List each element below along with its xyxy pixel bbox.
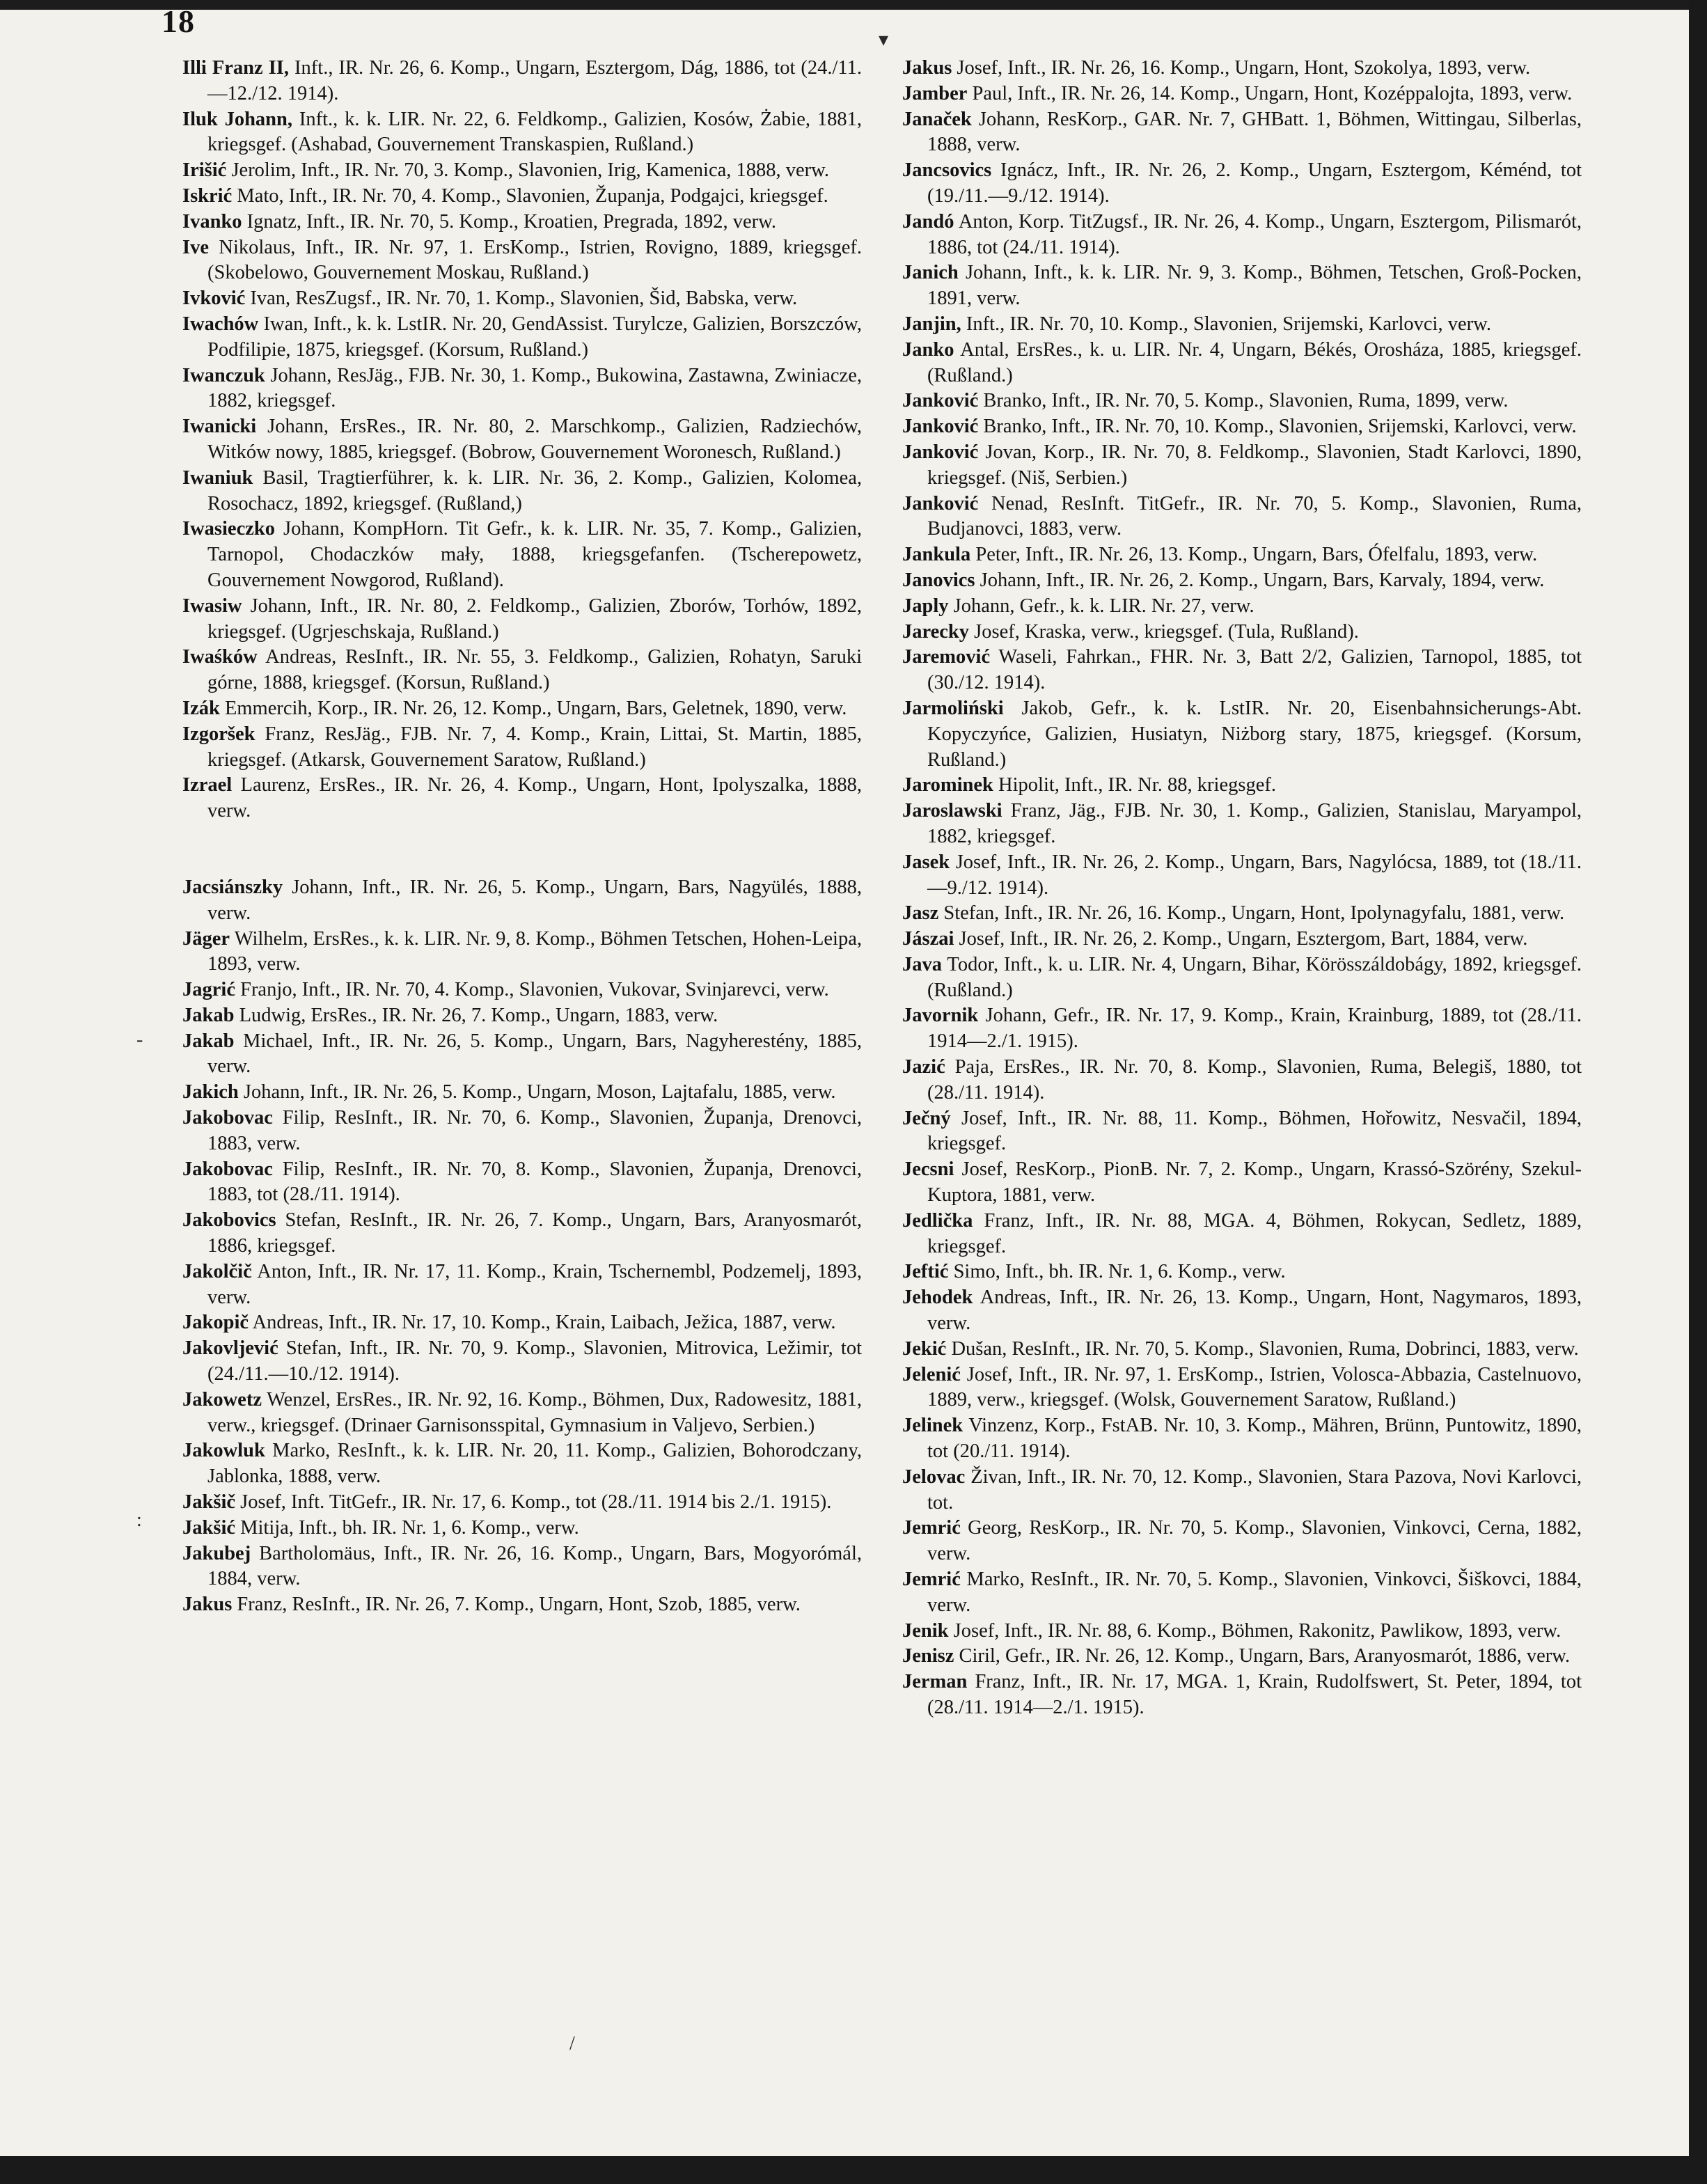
entry-details: Franz, Jäg., FJB. Nr. 30, 1. Komp., Galizien, Stanislau, Maryampol, 1882, kriegsgef. — [927, 800, 1582, 847]
entry-surname: Jandó — [902, 210, 954, 233]
list-item — [182, 235, 862, 287]
entry-details: Johann, Gefr., k. k. LIR. Nr. 27, verw. — [948, 595, 1254, 617]
scan-mark: - — [136, 1029, 143, 1051]
entry-surname: Jancsovics — [902, 159, 992, 182]
list-item — [182, 1080, 862, 1106]
entry-details: Josef, Inft., IR. Nr. 26, 2. Komp., Ungarn, Bars, Nagylócsa, 1889, tot (18./11.—9./12. 1914). — [927, 851, 1582, 899]
list-item — [902, 594, 1582, 620]
list-item — [182, 1208, 862, 1259]
entry-details: Johann, Inft., IR. Nr. 26, 2. Komp., Ungarn, Bars, Karvaly, 1894, verw. — [975, 569, 1545, 591]
entry-details: Peter, Inft., IR. Nr. 26, 13. Komp., Ungarn, Bars, Ófelfalu, 1893, verw. — [970, 544, 1538, 566]
entry-surname: Jaremović — [902, 646, 991, 668]
entry-surname: Jakus — [182, 1594, 233, 1616]
entry-surname: Jelenić — [902, 1363, 961, 1385]
list-item — [182, 363, 862, 415]
entry-surname: Jarmoliński — [902, 697, 1004, 719]
entry-surname: Jekić — [902, 1337, 947, 1360]
entry-details: Marko, ResInft., IR. Nr. 70, 5. Komp., Slavonien, Vinkovci, Šiškovci, 1884, verw. — [927, 1569, 1582, 1616]
entry-details: Stefan, Inft., IR. Nr. 70, 9. Komp., Slavonien, Mitrovica, Ležimir, tot (24./11.—10./12. 1914). — [207, 1337, 862, 1385]
entry-surname: Ive — [182, 236, 209, 258]
list-item — [182, 466, 862, 517]
entry-details: Vinzenz, Korp., FstAB. Nr. 10, 3. Komp., Mähren, Brünn, Puntowitz, 1890, tot (20./11. 1914). — [927, 1415, 1582, 1463]
entry-details: Filip, ResInft., IR. Nr. 70, 6. Komp., Slavonien, Županja, Drenovci, 1883, verw. — [207, 1107, 862, 1154]
list-item — [182, 312, 862, 363]
scan-border-bottom — [0, 2156, 1707, 2184]
list-item — [182, 107, 862, 159]
list-item — [902, 1106, 1582, 1158]
entry-details: Nenad, ResInft. TitGefr., IR. Nr. 70, 5. Komp., Slavonien, Ruma, Budjanovci, 1883, verw. — [927, 492, 1582, 540]
entry-details: Bartholomäus, Inft., IR. Nr. 26, 16. Komp., Ungarn, Bars, Mogyorómál, 1884, verw. — [207, 1542, 862, 1590]
entry-surname: Javornik — [902, 1005, 979, 1027]
list-item — [902, 414, 1582, 440]
list-item — [182, 696, 862, 722]
list-item — [182, 56, 862, 107]
list-item — [902, 56, 1582, 81]
list-item — [182, 1336, 862, 1388]
entry-surname: Izrael — [182, 774, 233, 796]
entry-surname: Jenisz — [902, 1645, 954, 1667]
list-item — [902, 1644, 1582, 1670]
entry-surname: Illi Franz II, — [182, 57, 290, 79]
entry-surname: Jakšič — [182, 1491, 236, 1514]
list-item — [182, 773, 862, 824]
entry-surname: Izgoršek — [182, 723, 255, 745]
entry-details: Inft., IR. Nr. 26, 6. Komp., Ungarn, Esztergom, Dág, 1886, tot (24./11.—12./12. 1914). — [207, 57, 862, 104]
entry-surname: Jagrić — [182, 979, 235, 1001]
entries-section-j-continued — [902, 56, 1582, 1721]
list-item — [902, 1003, 1582, 1055]
entry-surname: Iluk Johann, — [182, 108, 293, 130]
list-item — [182, 1592, 862, 1618]
entry-surname: Iwanczuk — [182, 364, 265, 386]
entry-surname: Iwaniuk — [182, 466, 253, 489]
entry-details: Johann, KompHorn. Tit Gefr., k. k. LIR. Nr. 35, 7. Komp., Galizien, Tarnopol, Chodaczków mały, 1888, kriegsgefanfen. (Tscherepowetz, Gouvernement Nowgorod, Rußland). — [207, 518, 862, 591]
entry-details: Georg, ResKorp., IR. Nr. 70, 5. Komp., Slavonien, Vinkovci, Cerna, 1882, verw. — [927, 1517, 1582, 1565]
entry-surname: Jeftić — [902, 1261, 949, 1283]
entry-surname: Jakab — [182, 1030, 235, 1052]
entry-surname: Janjin, — [902, 313, 961, 335]
entry-details: Mato, Inft., IR. Nr. 70, 4. Komp., Slavonien, Županja, Podgajci, kriegsgef. — [232, 184, 828, 207]
entry-details: Ignatz, Inft., IR. Nr. 70, 5. Komp., Kroatien, Pregrada, 1892, verw. — [242, 210, 777, 233]
entry-surname: Jemrić — [902, 1569, 961, 1591]
list-item — [902, 312, 1582, 338]
entry-surname: Jankula — [902, 544, 971, 566]
entry-surname: Janko — [902, 338, 954, 361]
entry-surname: Jerman — [902, 1671, 968, 1693]
list-item — [902, 850, 1582, 902]
entry-details: Josef, Inft., IR. Nr. 88, 11. Komp., Böhmen, Hořowitz, Nesvačil, 1894, kriegsgef. — [927, 1107, 1582, 1155]
entry-surname: Jehodek — [902, 1287, 973, 1309]
scan-border-right — [1689, 0, 1707, 2184]
list-item — [182, 1259, 862, 1311]
entry-surname: Jakobovac — [182, 1107, 273, 1129]
list-item — [902, 1465, 1582, 1516]
entry-details: Franz, Inft., IR. Nr. 88, MGA. 4, Böhmen, Rokycan, Sedletz, 1889, kriegsgef. — [927, 1209, 1582, 1257]
entry-surname: Jakobovac — [182, 1158, 273, 1180]
entry-details: Josef, Kraska, verw., kriegsgef. (Tula, Rußland). — [969, 620, 1359, 643]
entry-details: Wilhelm, ErsRes., k. k. LIR. Nr. 9, 8. Komp., Böhmen Tetschen, Hohen-Leipa, 1893, verw. — [207, 927, 862, 975]
entry-surname: Izák — [182, 697, 220, 719]
left-column — [182, 56, 862, 1618]
entry-details: Johann, ResJäg., FJB. Nr. 30, 1. Komp., Bukowina, Zastawna, Zwiniacze, 1882, kriegsgef. — [207, 364, 862, 412]
list-item — [902, 1670, 1582, 1721]
entry-details: Josef, Inft., IR. Nr. 88, 6. Komp., Böhmen, Rakonitz, Pawlikow, 1893, verw. — [948, 1619, 1562, 1642]
scan-border-top — [0, 0, 1707, 10]
entry-surname: Jelovac — [902, 1466, 966, 1488]
entry-surname: Iwasieczko — [182, 518, 275, 540]
entry-surname: Jakab — [182, 1004, 235, 1026]
list-item — [902, 440, 1582, 492]
entry-surname: Jaroslawski — [902, 800, 1002, 822]
entry-surname: Jakus — [902, 57, 952, 79]
entry-surname: Jarominek — [902, 774, 993, 796]
entry-surname: Jazić — [902, 1056, 945, 1078]
entry-details: Laurenz, ErsRes., IR. Nr. 26, 4. Komp., Ungarn, Hont, Ipolyszalka, 1888, verw. — [207, 774, 862, 822]
entry-surname: Iwaśków — [182, 646, 258, 668]
entry-details: Johann, ResKorp., GAR. Nr. 7, GHBatt. 1, Böhmen, Wittingau, Silberlas, 1888, verw. — [927, 108, 1582, 156]
list-item — [902, 1413, 1582, 1465]
entry-details: Johann, Inft., k. k. LIR. Nr. 9, 3. Komp., Böhmen, Tetschen, Groß-Pocken, 1891, verw. — [927, 262, 1582, 310]
entry-surname: Janich — [902, 262, 959, 284]
list-item — [902, 338, 1582, 389]
entry-details: Filip, ResInft., IR. Nr. 70, 8. Komp., Slavonien, Županja, Drenovci, 1883, tot (28./11. 1914). — [207, 1158, 862, 1206]
entry-details: Nikolaus, Inft., IR. Nr. 97, 1. ErsKomp., Istrien, Rovigno, 1889, kriegsgef. (Skobelowo, Gouvernement Moskau, Rußland.) — [207, 236, 862, 284]
entry-details: Johann, Gefr., IR. Nr. 17, 9. Komp., Krain, Krainburg, 1889, tot (28./11. 1914—2./1. 1915). — [927, 1005, 1582, 1053]
list-item — [902, 1516, 1582, 1567]
list-item — [182, 1388, 862, 1439]
list-item — [902, 901, 1582, 927]
entry-surname: Iwachów — [182, 313, 259, 335]
page-number: 18 — [162, 3, 195, 39]
scan-mark: ▾ — [879, 29, 889, 51]
list-item — [902, 1157, 1582, 1209]
entry-details: Živan, Inft., IR. Nr. 70, 12. Komp., Slavonien, Stara Pazova, Novi Karlovci, tot. — [927, 1466, 1582, 1514]
entry-details: Jerolim, Inft., IR. Nr. 70, 3. Komp., Slavonien, Irig, Kamenica, 1888, verw. — [226, 159, 829, 182]
entry-details: Anton, Inft., IR. Nr. 17, 11. Komp., Krain, Tschernembl, Podzemelj, 1893, verw. — [207, 1260, 862, 1308]
entry-details: Antal, ErsRes., k. u. LIR. Nr. 4, Ungarn, Békés, Orosháza, 1885, kriegsgef. (Rußland.) — [927, 338, 1582, 386]
list-item — [902, 1055, 1582, 1106]
entry-details: Ludwig, ErsRes., IR. Nr. 26, 7. Komp., Ungarn, 1883, verw. — [234, 1004, 718, 1026]
list-item — [902, 799, 1582, 850]
list-item — [182, 158, 862, 184]
list-item — [182, 1029, 862, 1081]
list-item — [182, 594, 862, 645]
list-item — [902, 927, 1582, 952]
entries-section-j — [182, 875, 862, 1618]
entry-surname: Jacsiánszky — [182, 876, 283, 898]
list-item — [902, 542, 1582, 568]
list-item — [902, 1209, 1582, 1260]
entry-details: Stefan, ResInft., IR. Nr. 26, 7. Komp., Ungarn, Bars, Aranyosmarót, 1886, kriegsgef. — [207, 1209, 862, 1257]
list-item — [182, 1516, 862, 1541]
entry-surname: Jäger — [182, 927, 230, 950]
entry-details: Johann, Inft., IR. Nr. 80, 2. Feldkomp., Galizien, Zborów, Torhów, 1892, kriegsgef. (Ugrjeschskaja, Rußland.) — [207, 595, 862, 643]
entry-details: Iwan, Inft., k. k. LstIR. Nr. 20, GendAssist. Turylcze, Galizien, Borszczów, Podfilipie, 1875, kriegsgef. (Korsum, Rußland.) — [207, 313, 862, 361]
list-item — [902, 1259, 1582, 1285]
entry-details: Ignácz, Inft., IR. Nr. 26, 2. Komp., Ungarn, Esztergom, Kéménd, tot (19./11.—9./12. 1914). — [927, 159, 1582, 207]
section-gap — [182, 824, 862, 875]
entry-surname: Janković — [902, 441, 979, 463]
list-item — [902, 210, 1582, 261]
list-item — [902, 107, 1582, 159]
entry-details: Andreas, Inft., IR. Nr. 17, 10. Komp., Krain, Laibach, Ježica, 1887, verw. — [249, 1312, 836, 1334]
entry-surname: Jakich — [182, 1081, 239, 1103]
entry-details: Johann, Inft., IR. Nr. 26, 5. Komp., Ungarn, Bars, Nagyülés, 1888, verw. — [207, 876, 862, 924]
entry-details: Dušan, ResInft., IR. Nr. 70, 5. Komp., Slavonien, Ruma, Dobrinci, 1883, verw. — [946, 1337, 1579, 1360]
entry-details: Josef, Inft. TitGefr., IR. Nr. 17, 6. Komp., tot (28./11. 1914 bis 2./1. 1915). — [235, 1491, 832, 1514]
entry-surname: Janković — [902, 416, 979, 438]
list-item — [182, 517, 862, 593]
entry-details: Simo, Inft., bh. IR. Nr. 1, 6. Komp., verw. — [948, 1261, 1286, 1283]
entry-details: Andreas, ResInft., IR. Nr. 55, 3. Feldkomp., Galizien, Rohatyn, Saruki górne, 1888, kriegsgef. (Korsun, Rußland.) — [207, 646, 862, 694]
entry-surname: Iwasiw — [182, 595, 242, 617]
entry-details: Branko, Inft., IR. Nr. 70, 10. Komp., Slavonien, Srijemski, Karlovci, verw. — [978, 416, 1577, 438]
list-item — [902, 696, 1582, 773]
entry-details: Franjo, Inft., IR. Nr. 70, 4. Komp., Slavonien, Vukovar, Svinjarevci, verw. — [235, 979, 829, 1001]
list-item — [182, 1490, 862, 1516]
entry-surname: Irišić — [182, 159, 227, 182]
entry-surname: Jakšić — [182, 1516, 236, 1539]
entry-surname: Jakovljević — [182, 1337, 278, 1360]
list-item — [182, 184, 862, 210]
entry-details: Basil, Tragtierführer, k. k. LIR. Nr. 36, 2. Komp., Galizien, Kolomea, Rosochacz, 1892, kriegsgef. (Rußland,) — [207, 466, 862, 514]
entry-details: Inft., IR. Nr. 70, 10. Komp., Slavonien, Srijemski, Karlovci, verw. — [961, 313, 1491, 335]
list-item — [902, 1567, 1582, 1619]
list-item — [902, 492, 1582, 543]
list-item — [182, 414, 862, 466]
entry-details: Ciril, Gefr., IR. Nr. 26, 12. Komp., Ungarn, Bars, Aranyosmarót, 1886, verw. — [954, 1645, 1571, 1667]
entry-details: Stefan, Inft., IR. Nr. 26, 16. Komp., Ungarn, Hont, Ipolynagyfalu, 1881, verw. — [938, 902, 1565, 925]
entry-details: Andreas, Inft., IR. Nr. 26, 13. Komp., Ungarn, Hont, Nagymaros, 1893, verw. — [927, 1287, 1582, 1335]
list-item — [902, 81, 1582, 107]
entry-details: Jakob, Gefr., k. k. LstIR. Nr. 20, Eisenbahnsicherungs-Abt. Kopyczyńce, Galizien, Husiatyn, Niżborg stary, 1875, kriegsgef. (Korsum, Rußland.) — [927, 697, 1582, 771]
list-item — [902, 773, 1582, 799]
list-item — [182, 1106, 862, 1157]
list-item — [182, 1310, 862, 1336]
entry-details: Franz, Inft., IR. Nr. 17, MGA. 1, Krain, Rudolfswert, St. Peter, 1894, tot (28./11. 1914—2./1. 1915). — [927, 1671, 1582, 1718]
scan-mark: : — [136, 1509, 142, 1531]
entry-surname: Jecsni — [902, 1158, 954, 1181]
list-item — [902, 620, 1582, 645]
entry-details: Branko, Inft., IR. Nr. 70, 5. Komp., Slavonien, Ruma, 1899, verw. — [978, 390, 1509, 412]
entry-details: Franz, ResInft., IR. Nr. 26, 7. Komp., Ungarn, Hont, Szob, 1885, verw. — [232, 1594, 801, 1616]
entry-details: Josef, Inft., IR. Nr. 26, 2. Komp., Ungarn, Esztergom, Bart, 1884, verw. — [954, 928, 1528, 950]
list-item — [902, 158, 1582, 210]
entry-details: Paul, Inft., IR. Nr. 26, 14. Komp., Ungarn, Hont, Kozéppalojta, 1893, verw. — [967, 82, 1573, 104]
entry-details: Emmercih, Korp., IR. Nr. 26, 12. Komp., Ungarn, Bars, Geletnek, 1890, verw. — [219, 697, 847, 719]
entry-surname: Iwanicki — [182, 416, 257, 438]
entry-details: Ivan, ResZugsf., IR. Nr. 70, 1. Komp., Slavonien, Šid, Babska, verw. — [245, 288, 798, 310]
entry-surname: Janaček — [902, 108, 972, 130]
entry-details: Marko, ResInft., k. k. LIR. Nr. 20, 11. Komp., Galizien, Bohorodczany, Jablonka, 1888, verw. — [207, 1440, 862, 1488]
list-item — [182, 1541, 862, 1593]
entry-surname: Jakopič — [182, 1312, 249, 1334]
entry-surname: Janovics — [902, 569, 975, 591]
entry-surname: Jakowluk — [182, 1440, 265, 1462]
entry-surname: Jakolčič — [182, 1260, 252, 1282]
list-item — [182, 210, 862, 235]
entries-section-i — [182, 56, 862, 824]
entry-surname: Ivković — [182, 288, 246, 310]
entry-details: Waseli, Fahrkan., FHR. Nr. 3, Batt 2/2, Galizien, Tarnopol, 1885, tot (30./12. 1914). — [927, 646, 1582, 694]
entry-details: Jovan, Korp., IR. Nr. 70, 8. Feldkomp., Slavonien, Stadt Karlovci, 1890, kriegsgef. (Niš, Serbien.) — [927, 441, 1582, 489]
entry-surname: Jasz — [902, 902, 939, 925]
list-item — [182, 645, 862, 696]
list-item — [902, 952, 1582, 1004]
entry-surname: Jakowetz — [182, 1388, 262, 1411]
list-item — [902, 260, 1582, 312]
entry-surname: Janković — [902, 390, 979, 412]
entry-surname: Jelinek — [902, 1415, 963, 1437]
entry-details: Hipolit, Inft., IR. Nr. 88, kriegsgef. — [993, 774, 1276, 796]
entry-details: Johann, Inft., IR. Nr. 26, 5. Komp., Ungarn, Moson, Lajtafalu, 1885, verw. — [238, 1081, 836, 1103]
entry-surname: Jakubej — [182, 1542, 251, 1564]
list-item — [182, 722, 862, 773]
entry-surname: Ječný — [902, 1107, 951, 1129]
entry-surname: Jarecky — [902, 620, 970, 643]
list-item — [902, 1619, 1582, 1644]
entry-details: Josef, ResKorp., PionB. Nr. 7, 2. Komp., Ungarn, Krassó-Szörény, Szekul-Kuptora, 1881, verw. — [927, 1158, 1582, 1207]
entry-surname: Jedlička — [902, 1209, 973, 1232]
entry-details: Mitija, Inft., bh. IR. Nr. 1, 6. Komp., verw. — [235, 1516, 579, 1539]
entry-surname: Jemrić — [902, 1517, 961, 1539]
entry-details: Paja, ErsRes., IR. Nr. 70, 8. Komp., Slavonien, Ruma, Belegiš, 1880, tot (28./11. 1914). — [927, 1056, 1582, 1103]
entry-details: Anton, Korp. TitZugsf., IR. Nr. 26, 4. Komp., Ungarn, Esztergom, Pilismarót, 1886, tot (24./11. 1914). — [927, 210, 1582, 258]
entry-details: Josef, Inft., IR. Nr. 26, 16. Komp., Ungarn, Hont, Szokolya, 1893, verw. — [952, 57, 1531, 79]
entry-surname: Iskrić — [182, 184, 233, 207]
list-item — [902, 645, 1582, 696]
entry-details: Inft., k. k. LIR. Nr. 22, 6. Feldkomp., Galizien, Kosów, Żabie, 1881, kriegsgef. (Ashabad, Gouvernement Transkaspien, Rußland.) — [207, 108, 862, 156]
list-item — [902, 1362, 1582, 1414]
entry-details: Johann, ErsRes., IR. Nr. 80, 2. Marschkomp., Galizien, Radziechów, Witków nowy, 1885, kriegsgef. (Bobrow, Gouvernement Woronesch, Rußland.) — [207, 416, 862, 463]
list-item — [902, 388, 1582, 414]
list-item — [902, 1337, 1582, 1362]
list-item — [182, 875, 862, 927]
entry-surname: Jakobovics — [182, 1209, 276, 1232]
list-item — [182, 1003, 862, 1029]
entry-surname: Ivanko — [182, 210, 242, 233]
entry-details: Todor, Inft., k. u. LIR. Nr. 4, Ungarn, Bihar, Körösszáldobágy, 1892, kriegsgef. (Rußland.) — [927, 953, 1582, 1001]
list-item — [902, 1285, 1582, 1337]
entry-details: Michael, Inft., IR. Nr. 26, 5. Komp., Ungarn, Bars, Nagyherestény, 1885, verw. — [207, 1030, 862, 1078]
entry-details: Josef, Inft., IR. Nr. 97, 1. ErsKomp., Istrien, Volosca-Abbazia, Castelnuovo, 1889, verw., kriegsgef. (Wolsk, Gouvernement Saratow, Rußland.) — [927, 1363, 1582, 1411]
list-item — [182, 1438, 862, 1490]
entry-details: Wenzel, ErsRes., IR. Nr. 92, 16. Komp., Böhmen, Dux, Radowesitz, 1881, verw., kriegsgef. (Drinaer Garnisonsspital, Gymnasium in Valjevo, Serbien.) — [207, 1388, 862, 1436]
right-column — [902, 56, 1582, 1721]
list-item — [182, 927, 862, 978]
entry-surname: Jasek — [902, 851, 950, 873]
entry-surname: Java — [902, 953, 942, 975]
entry-details: Franz, ResJäg., FJB. Nr. 7, 4. Komp., Krain, Littai, St. Martin, 1885, kriegsgef. (Atkarsk, Gouvernement Saratow, Rußland.) — [207, 723, 862, 771]
entry-surname: Jamber — [902, 82, 968, 104]
list-item — [902, 568, 1582, 594]
entry-surname: Japly — [902, 595, 949, 617]
list-item — [182, 286, 862, 312]
scan-mark: / — [569, 2033, 575, 2055]
list-item — [182, 1157, 862, 1209]
list-item — [182, 977, 862, 1003]
entry-surname: Jászai — [902, 928, 954, 950]
entry-surname: Jenik — [902, 1619, 949, 1642]
entry-surname: Janković — [902, 492, 979, 514]
